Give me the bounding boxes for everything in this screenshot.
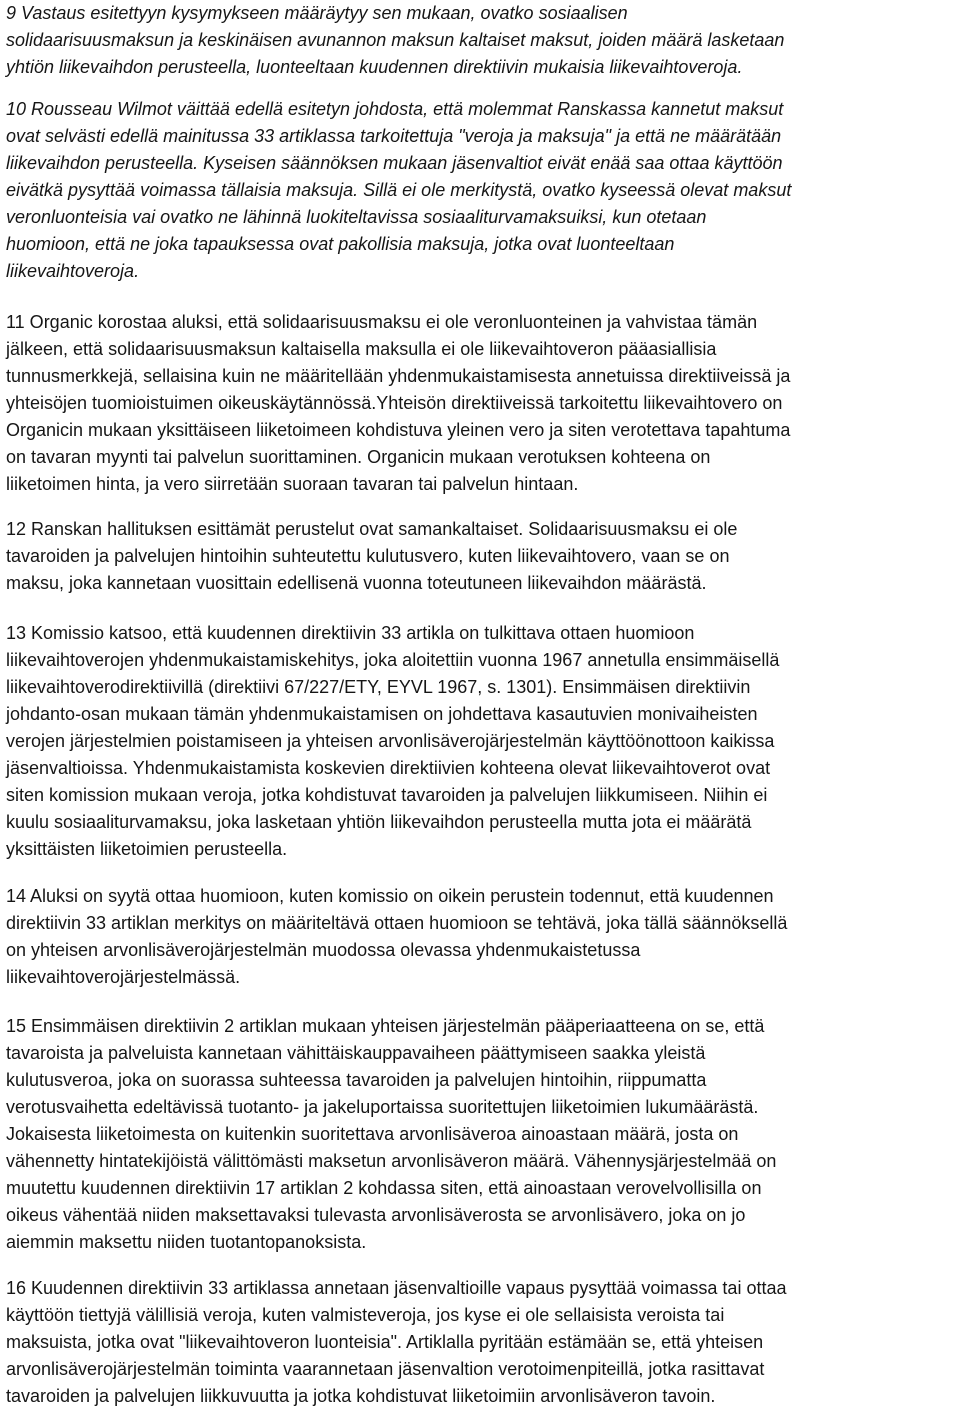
text-line: vähennetty hintatekijöistä välittömästi maksetun arvonlisäveron määrä. Vähennysjärjestelmää on: [6, 1151, 777, 1171]
text-line: liikevaihtoverojen yhdenmukaistamiskehitys, joka aloitettiin vuonna 1967 annetulla ensimmäisellä: [6, 650, 780, 670]
text-line: 14 Aluksi on syytä ottaa huomioon, kuten komissio on oikein perustein todennut, että kuudennen: [6, 886, 774, 906]
text-line: jälkeen, että solidaarisuusmaksun kaltaisella maksulla ei ole liikevaihtoveron pääasiallisia: [6, 339, 717, 359]
paragraph-11: [6, 309, 960, 498]
text-line: ovat selvästi edellä mainitussa 33 artiklassa tarkoitettuja "veroja ja maksuja" ja että ne määrätään: [6, 126, 782, 146]
text-line: käyttöön tiettyjä välillisiä veroja, kuten valmisteveroja, jos kyse ei ole sellaisista veroista tai: [6, 1305, 725, 1325]
text-line: liikevaihtoverojärjestelmässä.: [6, 967, 241, 987]
text-line: liikevaihdon perusteella. Kyseisen säännöksen mukaan jäsenvaltiot eivät enää saa ottaa käyttöön: [6, 153, 783, 173]
text-line: tavaroista ja palveluista kannetaan vähittäiskauppavaiheen päättymiseen saakka yleistä: [6, 1043, 706, 1063]
text-line: tunnusmerkkejä, sellaisina kuin ne määritellään yhdenmukaistamisesta annetuissa direktiiveissä ja: [6, 366, 791, 386]
paragraph-15: [6, 1013, 960, 1256]
text-line: maksuista, jotka ovat "liikevaihtoveron luonteisia". Artiklalla pyritään estämään se, että yhteisen: [6, 1332, 764, 1352]
text-line: maksu, joka kannetaan vuosittain edellisenä vuonna toteutuneen liikevaihdon määrästä.: [6, 573, 707, 593]
text-line: 12 Ranskan hallituksen esittämät perustelut ovat samankaltaiset. Solidaarisuusmaksu ei ole: [6, 519, 738, 539]
text-line: liikevaihtoverodirektiivillä (direktiivi 67/227/ETY, EYVL 1967, s. 1301). Ensimmäisen direktiivin: [6, 677, 751, 697]
text-line: direktiivin 33 artiklan merkitys on määriteltävä ottaen huomioon se tehtävä, joka tällä säännöksellä: [6, 913, 788, 933]
text-line: johdanto-osan mukaan tämän yhdenmukaistamisen on johdettava kasautuvien monivaiheisten: [6, 704, 758, 724]
text-line: 13 Komissio katsoo, että kuudennen direktiivin 33 artikla on tulkittava ottaen huomioon: [6, 623, 695, 643]
text-line: liiketoimen hinta, ja vero siirretään suoraan tavaran tai palvelun hintaan.: [6, 474, 579, 494]
text-line: oikeus vähentää niiden maksettavaksi tulevasta arvonlisäverosta se arvonlisävero, joka on jo: [6, 1205, 746, 1225]
text-line: Organicin mukaan yksittäiseen liiketoimeen kohdistuva yleinen vero ja siten verotettava tapahtuma: [6, 420, 791, 440]
text-line: 15 Ensimmäisen direktiivin 2 artiklan mukaan yhteisen järjestelmän pääperiaatteena on se, että: [6, 1016, 765, 1036]
text-line: 16 Kuudennen direktiivin 33 artiklassa annetaan jäsenvaltioille vapaus pysyttää voimassa tai ottaa: [6, 1278, 787, 1298]
text-line: aiemmin maksettu niiden tuotantopanoksista.: [6, 1232, 367, 1252]
text-line: yhteisöjen tuomioistuimen oikeuskäytännössä.Yhteisön direktiiveissä tarkoitettu liikevaihtovero on: [6, 393, 783, 413]
paragraph-16: [6, 1275, 960, 1410]
paragraph-13: [6, 620, 960, 863]
text-line: 10 Rousseau Wilmot väittää edellä esitetyn johdosta, että molemmat Ranskassa kannetut maksut: [6, 99, 784, 119]
text-line: yhtiön liikevaihdon perusteella, luonteeltaan kuudennen direktiivin mukaisia liikevaihtoveroja.: [6, 57, 743, 77]
text-line: veronluonteisia vai ovatko ne lähinnä luokiteltavissa sosiaaliturvamaksuiksi, kun otetaan: [6, 207, 707, 227]
text-line: kulutusveroa, joka on suorassa suhteessa tavaroiden ja palvelujen hintoihin, riippumatta: [6, 1070, 707, 1090]
text-line: 11 Organic korostaa aluksi, että solidaarisuusmaksu ei ole veronluonteinen ja vahvistaa tämän: [6, 312, 758, 332]
paragraph-10: [6, 96, 960, 285]
text-line: on yhteisen arvonlisäverojärjestelmän muodossa olevassa yhdenmukaistetussa: [6, 940, 641, 960]
text-line: on tavaran myynti tai palvelun suorittaminen. Organicin mukaan verotuksen kohteena on: [6, 447, 711, 467]
text-line: yksittäisten liiketoimien perusteella.: [6, 839, 288, 859]
text-line: 9 Vastaus esitettyyn kysymykseen määräytyy sen mukaan, ovatko sosiaalisen: [6, 3, 628, 23]
paragraph-9: [6, 0, 960, 81]
text-line: verojen järjestelmien poistamiseen ja yhteisen arvonlisäverojärjestelmän käyttöönottoon kaikissa: [6, 731, 775, 751]
text-line: eivätkä pysyttää voimassa tällaisia maksuja. Sillä ei ole merkitystä, ovatko kyseessä olevat maksut: [6, 180, 792, 200]
paragraph-14: [6, 883, 960, 991]
text-line: solidaarisuusmaksun ja keskinäisen avunannon maksun kaltaiset maksut, joiden määrä lasketaan: [6, 30, 785, 50]
paragraph-12: [6, 516, 960, 597]
text-line: tavaroiden ja palvelujen liikkuvuutta ja jotka kohdistuvat liiketoimiin arvonlisäveron tavoin.: [6, 1386, 716, 1406]
text-line: verotusvaihetta edeltävissä tuotanto- ja jakeluportaissa suoritettujen liiketoimien lukumäärästä.: [6, 1097, 759, 1117]
text-line: muutettu kuudennen direktiivin 17 artiklan 2 kohdassa siten, että ainoastaan verovelvollisilla on: [6, 1178, 762, 1198]
text-line: kuulu sosiaaliturvamaksu, joka lasketaan yhtiön liikevaihdon perusteella mutta jota ei määrätä: [6, 812, 752, 832]
text-line: jäsenvaltioissa. Yhdenmukaistamista koskevien direktiivien kohteena olevat liikevaihtoverot ovat: [6, 758, 771, 778]
text-line: siten komission mukaan veroja, jotka kohdistuvat tavaroiden ja palvelujen liikkumiseen. Niihin ei: [6, 785, 768, 805]
text-line: Jokaisesta liiketoimesta on kuitenkin suoritettava arvonlisäveroa ainoastaan määrä, josta on: [6, 1124, 739, 1144]
text-line: tavaroiden ja palvelujen hintoihin suhteutettu kulutusvero, kuten liikevaihtovero, vaan se on: [6, 546, 730, 566]
text-line: liikevaihtoveroja.: [6, 261, 140, 281]
text-line: arvonlisäverojärjestelmän toiminta vaarannetaan jäsenvaltion verotoimenpiteillä, jotka rasittavat: [6, 1359, 765, 1379]
text-line: huomioon, että ne joka tapauksessa ovat pakollisia maksuja, jotka ovat luonteeltaan: [6, 234, 675, 254]
